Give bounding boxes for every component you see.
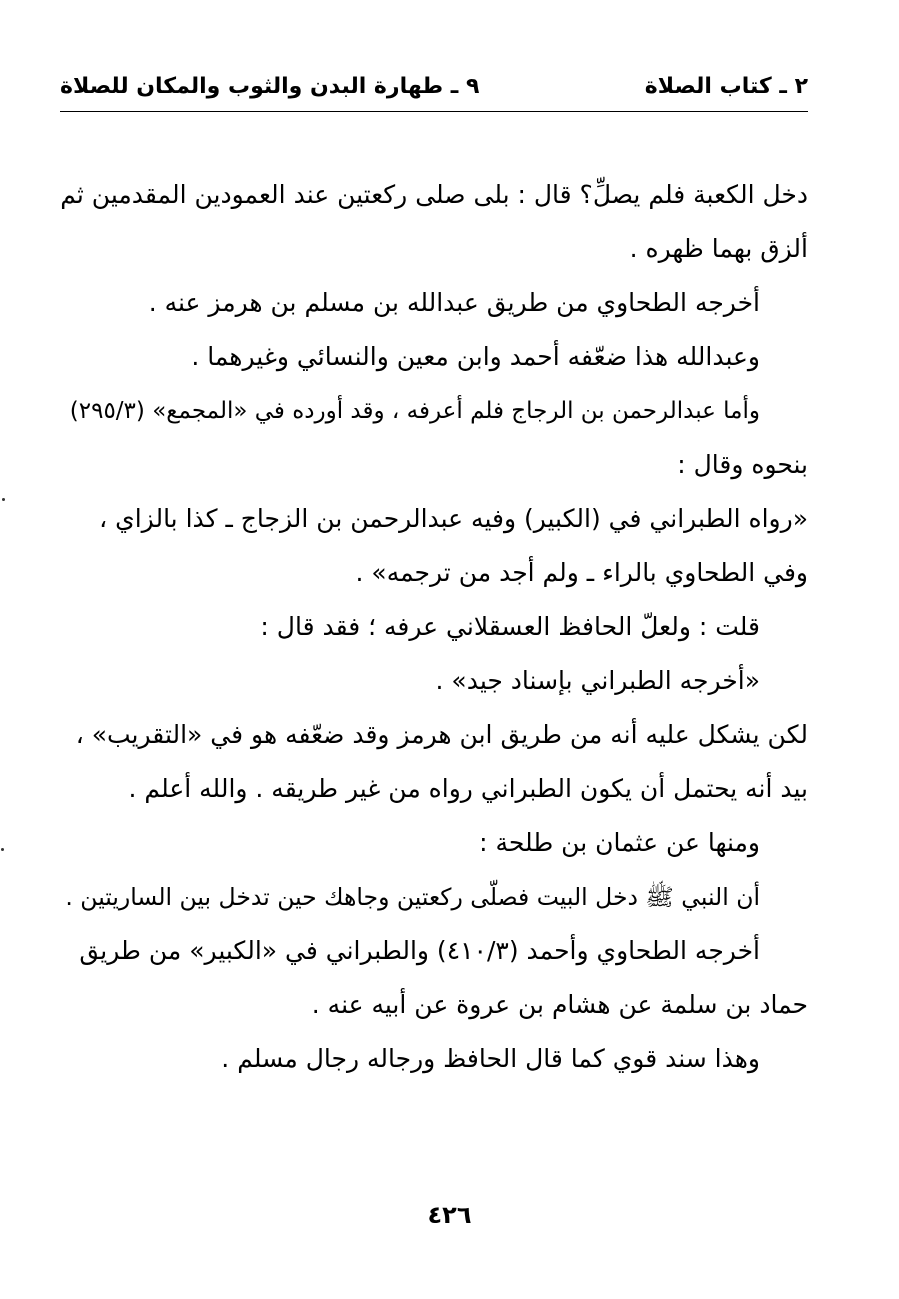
- text-line: وعبدالله هذا ضعّفه أحمد وابن معين والنسائي وغيرهما .: [191, 342, 760, 371]
- paragraph: [60, 870, 808, 924]
- text-line: أخرجه الطحاوي من طريق عبدالله بن مسلم بن هرمز عنه .: [148, 288, 760, 317]
- paragraph: [60, 330, 808, 384]
- text-line: قلت : ولعلّ الحافظ العسقلاني عرفه ؛ فقد قال :: [260, 612, 760, 641]
- main-text: [60, 168, 808, 1086]
- scan-edge-mark: [2, 498, 5, 501]
- text-line: وفي الطحاوي بالراء ـ ولم أجد من ترجمه» .: [355, 558, 808, 587]
- text-line: ومنها عن عثمان بن طلحة :: [479, 828, 760, 857]
- paragraph: [60, 492, 808, 600]
- text-line: أخرجه الطحاوي وأحمد (٤١٠/٣) والطبراني في «الكبير» من طريق: [79, 936, 760, 965]
- text-line: «رواه الطبراني في (الكبير) وفيه عبدالرحمن بن الزجاج ـ كذا بالزاي ،: [99, 504, 808, 533]
- text-line: بيد أنه يحتمل أن يكون الطبراني رواه من غير طريقه . والله أعلم .: [128, 774, 808, 803]
- chapter-title: ٢ ـ كتاب الصلاة: [644, 74, 808, 99]
- text-line: أن النبي ﷺ دخل البيت فصلّى ركعتين وجاهك حين تدخل بين الساريتين .: [65, 883, 760, 911]
- header-divider: [60, 111, 808, 112]
- text-line: دخل الكعبة فلم يصلِّ؟ قال : بلى صلى ركعتين عند العمودين المقدمين ثم: [60, 180, 808, 209]
- paragraph: [60, 168, 808, 276]
- section-title: ٩ ـ طهارة البدن والثوب والمكان للصلاة: [60, 74, 480, 99]
- text-line: ألزق بهما ظهره .: [629, 234, 808, 263]
- text-line: حماد بن سلمة عن هشام بن عروة عن أبيه عنه .: [311, 990, 808, 1019]
- paragraph: [60, 708, 808, 816]
- paragraph: [60, 384, 808, 492]
- page-number: ٤٢٦: [427, 1201, 472, 1229]
- paragraph: [60, 816, 808, 870]
- text-line: وأما عبدالرحمن بن الرجاج فلم أعرفه ، وقد أورده في «المجمع» (٢٩٥/٣): [69, 398, 760, 424]
- text-line: بنحوه وقال :: [677, 450, 808, 479]
- paragraph: [60, 924, 808, 1032]
- text-line: «أخرجه الطبراني بإسناد جيد» .: [435, 666, 760, 695]
- running-header: [60, 70, 808, 110]
- paragraph: [60, 600, 808, 654]
- paragraph: [60, 1032, 808, 1086]
- text-line: لكن يشكل عليه أنه من طريق ابن هرمز وقد ضعّفه هو في «التقريب» ،: [75, 720, 808, 749]
- text-line: وهذا سند قوي كما قال الحافظ ورجاله رجال مسلم .: [221, 1044, 760, 1073]
- paragraph: [60, 654, 808, 708]
- paragraph: [60, 276, 808, 330]
- scan-edge-mark: [1, 848, 4, 851]
